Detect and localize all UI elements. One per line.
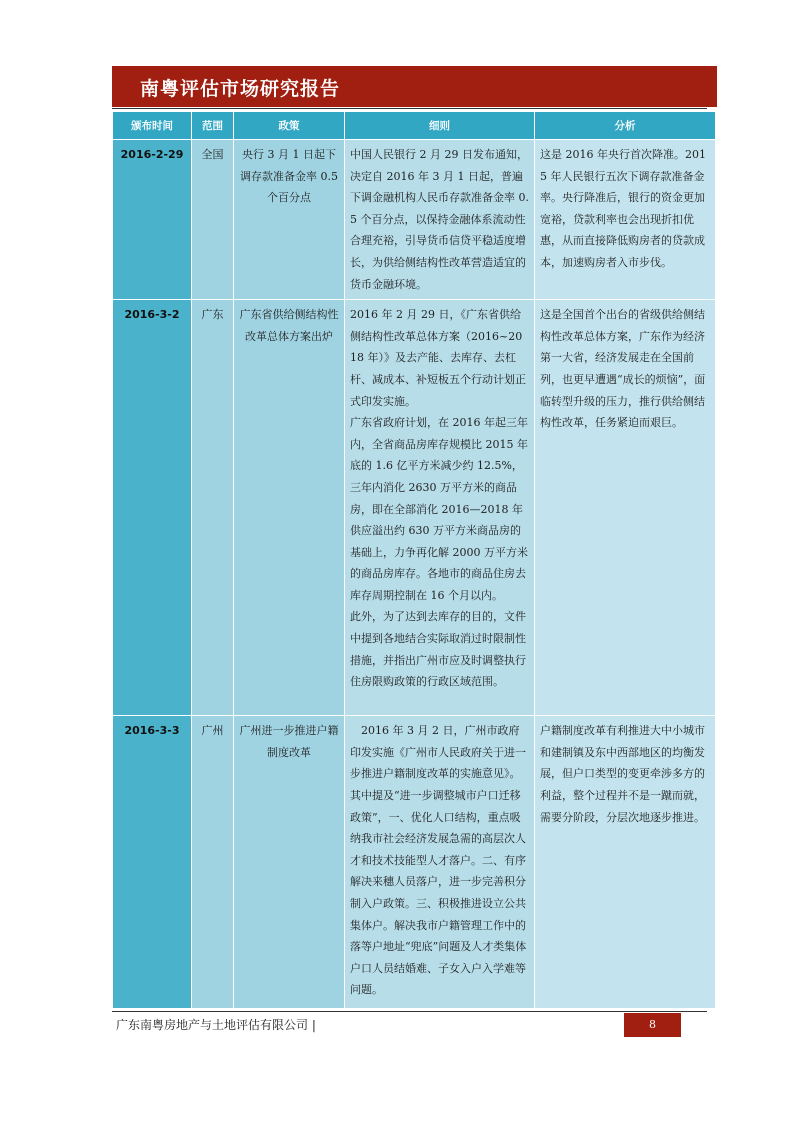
page-number: 8 xyxy=(624,1013,681,1037)
cell-analysis: 户籍制度改革有利推进大中小城市和建制镇及东中西部地区的均衡发展，但户口类型的变更牵涉多方的利益，整个过程并不是一蹴而就，需要分阶段，分层次地逐步推进。 xyxy=(535,716,716,1009)
table-header-row xyxy=(113,112,716,140)
detail-paragraph: 广东省政府计划，在 2016 年起三年内，全省商品房库存规模比 2015 年底的 1.6 亿平方米减少约 12.5%，三年内消化 2630 万平方米的商品房，即在全部消化 2016—2018 年供应溢出约 630 万平方米商品房的基础上，力争再化解 2000 万平方米的商品房库存。各地市的商品住房去库存周期控制在 16 个月以内。 xyxy=(350,416,528,602)
detail-paragraph: 此外，为了达到去库存的目的，文件中提到各地结合实际取消过时限制性措施，并指出广州市应及时调整执行住房限购政策的行政区域范围。 xyxy=(350,610,526,689)
column-header-scope: 范围 xyxy=(192,112,234,140)
cell-detail xyxy=(345,716,535,1009)
footer-company-name: 广东南粤房地产与土地评估有限公司 | xyxy=(116,1018,316,1032)
cell-policy: 广州进一步推进户籍制度改革 xyxy=(234,716,345,1009)
cell-detail xyxy=(345,300,535,716)
detail-paragraph: 2016 年 2 月 29 日，《广东省供给侧结构性改革总体方案（2016~2018 年）》及去产能、去库存、去杠杆、减成本、补短板五个行动计划正式印发实施。 xyxy=(350,308,526,408)
column-header-policy: 政策 xyxy=(234,112,345,140)
cell-date: 2016-3-3 xyxy=(113,716,192,1009)
detail-paragraph: 中国人民银行 2 月 29 日发布通知，决定自 2016 年 3 月 1 日起，普遍下调金融机构人民币存款准备金率 0.5 个百分点，以保持金融体系流动性合理充裕，引导货币信贷平稳适度增长，为供给侧结构性改革营造适宜的货币金融环境。 xyxy=(350,148,529,291)
table-row xyxy=(113,300,716,716)
table-row xyxy=(113,716,716,1009)
cell-date: 2016-2-29 xyxy=(113,140,192,300)
cell-analysis: 这是 2016 年央行首次降准。2015 年人民银行五次下调存款准备金率。央行降准后，银行的资金更加宽裕，贷款利率也会出现折扣优惠，从而直接降低购房者的贷款成本，加速购房者入市步伐。 xyxy=(535,140,716,300)
cell-analysis: 这是全国首个出台的省级供给侧结构性改革总体方案，广东作为经济第一大省，经济发展走在全国前列，也更早遭遇“成长的烦恼”，面临转型升级的压力，推行供给侧结构性改革，任务紧迫而艰巨。 xyxy=(535,300,716,716)
cell-policy: 央行 3 月 1 日起下调存款准备金率 0.5 个百分点 xyxy=(234,140,345,300)
report-title: 南粤评估市场研究报告 xyxy=(140,78,341,100)
cell-policy: 广东省供给侧结构性改革总体方案出炉 xyxy=(234,300,345,716)
footer-divider xyxy=(112,1011,707,1012)
cell-scope: 广州 xyxy=(192,716,234,1009)
table-row xyxy=(113,140,716,300)
cell-detail xyxy=(345,140,535,300)
column-header-detail: 细则 xyxy=(345,112,535,140)
cell-scope: 广东 xyxy=(192,300,234,716)
cell-date: 2016-3-2 xyxy=(113,300,192,716)
column-header-analysis: 分析 xyxy=(535,112,716,140)
column-header-date: 颁布时间 xyxy=(113,112,192,140)
header-divider xyxy=(112,108,707,109)
policy-table xyxy=(112,111,716,1009)
cell-scope: 全国 xyxy=(192,140,234,300)
detail-paragraph: 2016 年 3 月 2 日，广州市政府印发实施《广州市人民政府关于进一步推进户籍制度改革的实施意见》。其中提及“进一步调整城市户口迁移政策”，一、优化人口结构，重点吸纳我市社会经济发展急需的高层次人才和技术技能型人才落户。二、有序解决来穗人员落户，进一步完善积分制入户政策。三、积极推进设立公共集体户。解决我市户籍管理工作中的落等户地址“兜底”问题及人才类集体户口人员结婚难、子女入户入学难等问题。 xyxy=(350,724,527,997)
